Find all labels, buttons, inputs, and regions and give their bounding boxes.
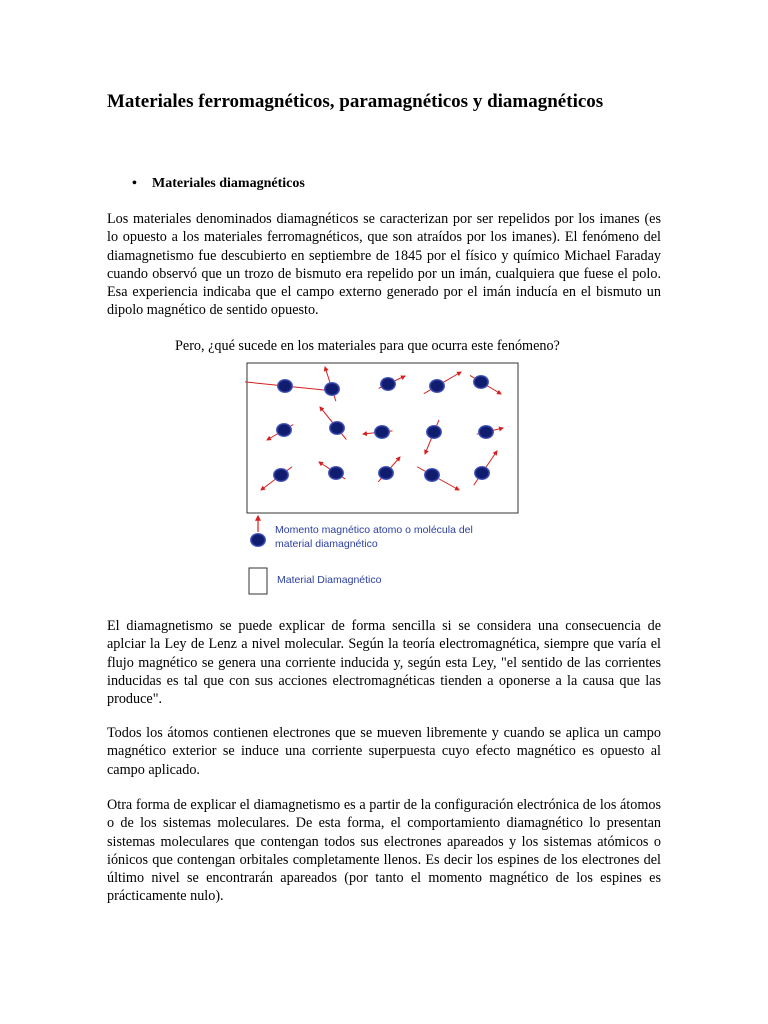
atom-icon <box>426 425 442 439</box>
bullet-item <box>132 176 305 192</box>
diamagnetic-diagram <box>245 362 535 602</box>
paragraph-configuration: Otra forma de explicar el diamagnetismo es a partir de la configuración electrónica de los átomos o de los sistemas moleculares. De esta forma, el comportamiento diamagnético lo presentan sistemas moleculares que contengan todos sus electrones apareados y los sistemas atómicos o iónicos que contengan orbitales completamente llenos. Es decir los espines de los electrones del último nivel se encontrarán apareados (por tanto el momento magnético de los espines es prácticamente nulo). <box>107 797 661 905</box>
atom-icon <box>328 466 344 480</box>
atom-icon <box>473 375 489 389</box>
legend-box-icon <box>249 568 267 594</box>
legend-atom-icon <box>250 533 266 547</box>
atom-icon <box>276 423 292 437</box>
bullet-heading: Materiales diamagnéticos <box>152 176 305 191</box>
atom-icon <box>277 379 293 393</box>
atom-icon <box>478 425 494 439</box>
atom-icon <box>429 379 445 393</box>
atom-icon <box>273 468 289 482</box>
legend-moment-line1: Momento magnético atomo o molécula del <box>275 524 473 536</box>
legend-material: Material Diamagnético <box>277 574 382 586</box>
atom-icon <box>380 377 396 391</box>
atom-icon <box>378 466 394 480</box>
legend-moment-line2: material diamagnético <box>275 538 378 550</box>
question-line: Pero, ¿qué sucede en los materiales para que ocurra este fenómeno? <box>175 338 560 354</box>
paragraph-electrons: Todos los átomos contienen electrones que se mueven libremente y cuando se aplica un campo magnético exterior se induce una corriente superpuesta cuyo efecto magnético es opuesto al campo aplicado. <box>107 725 661 778</box>
atom-icon <box>324 382 340 396</box>
atom-icon <box>374 425 390 439</box>
paragraph-lenz: El diamagnetismo se puede explicar de forma sencilla si se considera una consecuencia de aplciar la Ley de Lenz a nivel molecular. Según la teoría electromagnética, siempre que varía el flujo magnético se genera una corriente inducida y, según esta Ley, "el sentido de las corrientes inducidas es tal que con sus acciones electromagnéticas tienden a oponerse a la causa que las produce". <box>107 618 661 708</box>
legend <box>249 516 473 594</box>
atom-icon <box>424 468 440 482</box>
document-title: Materiales ferromagnéticos, paramagnéticos y diamagnéticos <box>107 91 604 112</box>
atom-icon <box>474 466 490 480</box>
bullet-dot-icon: • <box>132 176 137 191</box>
atom-icon <box>329 421 345 435</box>
paragraph-intro: Los materiales denominados diamagnéticos se caracterizan por ser repelidos por los imanes (es lo opuesto a los materiales ferromagnéticos, que son atraídos por los imanes). El fenómeno del diamagnetismo fue descubierto en septiembre de 1845 por el físico y químico Michael Faraday cuando observó que un trozo de bismuto era repelido por un imán, cualquiera que fuese el polo. Esa experiencia indicaba que el campo externo generado por el imán inducía en el bismuto un dipolo magnético de sentido opuesto. <box>107 211 661 319</box>
diamagnetic-figure <box>245 362 535 602</box>
